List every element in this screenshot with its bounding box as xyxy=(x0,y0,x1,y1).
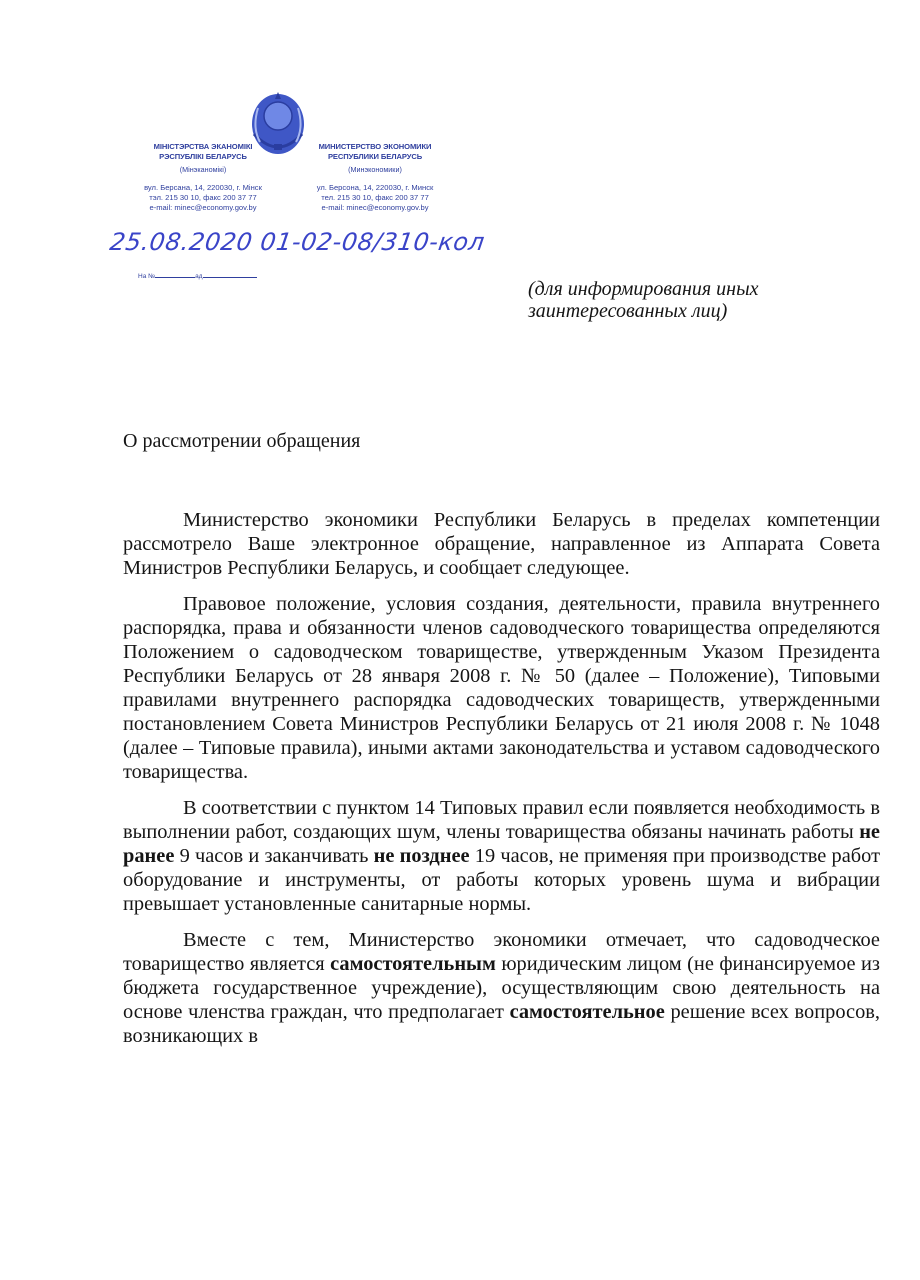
address-ru: ул. Берсона, 14, 220030, г. Минск xyxy=(316,183,434,192)
reference-prefix: На № xyxy=(138,273,156,280)
ministry-name-ru-line1: МИНИСТЕРСТВО ЭКОНОМИКИ xyxy=(318,142,432,151)
letterhead-russian xyxy=(290,142,460,213)
p3-bold-not-earlier: не ранее xyxy=(123,821,880,867)
address-be: вул. Берсана, 14, 220030, г. Мінск xyxy=(144,183,262,192)
reference-line xyxy=(138,273,257,280)
addressee-line2: заинтересованных лиц) xyxy=(528,300,728,322)
ministry-name-be-line1: МІНІСТЭРСТВА ЭКАНОМІКІ xyxy=(153,142,253,151)
letterhead-belarusian xyxy=(118,142,288,213)
paragraph-3 xyxy=(123,796,880,916)
ministry-short-be: (Мінэканомікі) xyxy=(179,165,227,174)
paragraph-1: Министерство экономики Республики Беларусь в пределах компетенции рассмотрело Ваше электронное обращение, направленное из Аппарата Совета Министров Республики Беларусь, и сообщает следующее. xyxy=(123,509,880,579)
p3-text-d: 19 часов, не применяя при производстве работ оборудование и инструменты, от работы которых уровень шума и вибрации превышает установленные санитарные нормы. xyxy=(123,845,880,915)
reference-middle: ад xyxy=(195,273,203,280)
email-ru: e-mail: minec@economy.gov.by xyxy=(321,203,429,212)
email-be: e-mail: minec@economy.gov.by xyxy=(149,203,257,212)
ministry-short-ru: (Минэкономики) xyxy=(348,165,402,174)
p4-text-a: Вместе с тем, Министерство экономики отмечает, что садоводческое товарищество является xyxy=(123,929,880,975)
letter-subject: О рассмотрении обращения xyxy=(123,430,361,452)
p4-bold-independent-decision: самостоятельное xyxy=(509,1001,665,1023)
letter-body xyxy=(123,508,880,1060)
addressee xyxy=(528,278,828,322)
ministry-name-be-line2: РЭСПУБЛІКІ БЕЛАРУСЬ xyxy=(159,152,247,161)
p4-text-d: решение всех вопросов, возникающих в xyxy=(123,1001,880,1047)
p4-text-c: юридическим лицом (не финансируемое из бюджета государственное учреждение), осуществляющим свою деятельность на основе членства граждан, что предполагает xyxy=(123,953,880,1023)
paragraph-4 xyxy=(123,928,880,1048)
p3-bold-not-later: не позднее xyxy=(373,845,470,867)
addressee-line1: (для информирования иных xyxy=(528,278,759,300)
phone-be: тэл. 215 30 10, факс 200 37 77 xyxy=(149,193,257,202)
p3-text-c: 9 часов и заканчивать xyxy=(174,845,374,867)
paragraph-2: Правовое положение, условия создания, деятельности, правила внутреннего распорядка, права и обязанности членов садоводческого товарищества определяются Положением о садоводческом товариществе, утвержденным Указом Президента Республики Беларусь от 28 января 2008 г. № 50 (далее – Положение), Типовыми правилами внутреннего распорядка садоводческих товариществ, утвержденными постановлением Совета Министров Республики Беларусь от 21 июля 2008 г. № 1048 (далее – Типовые правила), иными актами законодательства и уставом садоводческого товарищества. xyxy=(123,593,880,783)
registration-number: 25.08.2020 01-02-08/310-кол xyxy=(108,228,487,256)
phone-ru: тел. 215 30 10, факс 200 37 77 xyxy=(321,193,429,202)
ministry-name-ru-line2: РЕСПУБЛИКИ БЕЛАРУСЬ xyxy=(327,152,423,161)
p4-bold-independent: самостоятельным xyxy=(330,953,496,975)
p3-text-a: В соответствии с пунктом 14 Типовых правил если появляется необходимость в выполнении работ, создающих шум, члены товарищества обязаны начинать работы xyxy=(123,797,880,843)
